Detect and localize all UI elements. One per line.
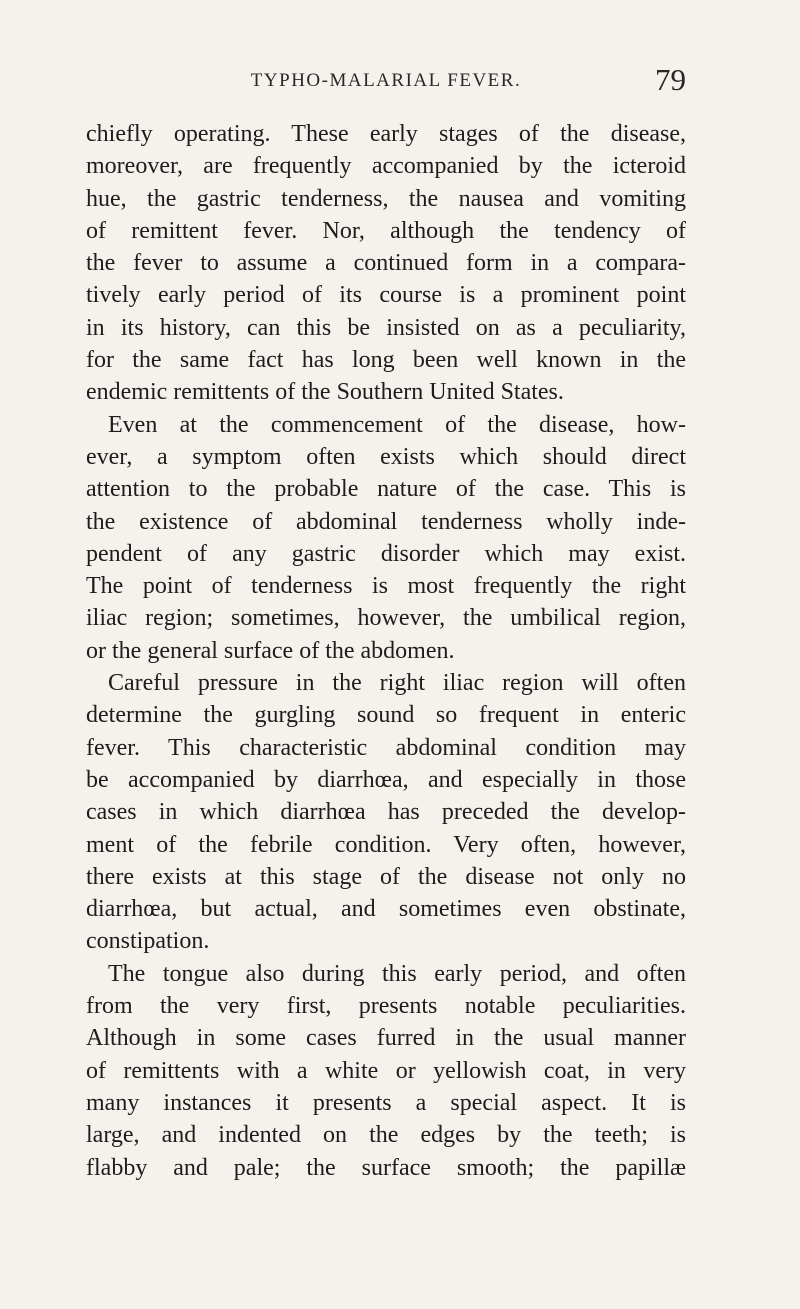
text-line: pendent of any gastric disorder which may exist.	[86, 540, 686, 567]
text-line: large, and indented on the edges by the teeth; is	[86, 1122, 686, 1149]
text-line: of remittents with a white or yellowish coat, in very	[86, 1057, 686, 1084]
text-line: moreover, are frequently accompanied by the icteroid	[86, 153, 686, 180]
text-line: chiefly operating. These early stages of the disease,	[86, 121, 686, 147]
text-line: The tongue also during this early period, and often	[108, 960, 686, 987]
text-line: constipation.	[86, 928, 210, 955]
text-line: cases in which diarrhœa has preceded the develop-	[86, 799, 686, 826]
text-line: Even at the commencement of the disease, how-	[108, 411, 686, 438]
text-line: attention to the probable nature of the case. This is	[86, 476, 686, 503]
text-line: ment of the febrile condition. Very often, however,	[86, 831, 686, 858]
page-number: 79	[655, 62, 686, 97]
text-line: iliac region; sometimes, however, the umbilical region,	[86, 605, 686, 632]
text-line: be accompanied by diarrhœa, and especially in those	[86, 766, 686, 793]
running-title: TYPHO-MALARIAL FEVER.	[250, 70, 522, 91]
text-line: endemic remittents of the Southern United States.	[86, 379, 564, 406]
text-line: flabby and pale; the surface smooth; the papillæ	[86, 1154, 686, 1181]
text-line: or the general surface of the abdomen.	[86, 637, 455, 664]
text-line: Careful pressure in the right iliac region will often	[108, 670, 686, 697]
text-line: from the very first, presents notable peculiarities.	[86, 993, 686, 1020]
text-line: for the same fact has long been well known in the	[86, 347, 686, 374]
text-line: the fever to assume a continued form in a compara-	[86, 250, 686, 277]
text-line: in its history, can this be insisted on as a peculiarity,	[86, 314, 686, 341]
text-line: determine the gurgling sound so frequent in enteric	[86, 702, 686, 729]
text-line: hue, the gastric tenderness, the nausea and vomiting	[86, 185, 686, 212]
text-line: the existence of abdominal tenderness wholly inde-	[86, 508, 686, 535]
text-line: fever. This characteristic abdominal condition may	[86, 734, 686, 761]
text-line: tively early period of its course is a prominent point	[86, 282, 686, 309]
running-header	[86, 62, 686, 102]
text-line: of remittent fever. Nor, although the tendency of	[86, 217, 686, 244]
body-text	[86, 118, 686, 1184]
text-line: ever, a symptom often exists which should direct	[86, 443, 686, 470]
text-line: Although in some cases furred in the usual manner	[86, 1025, 686, 1052]
text-line: many instances it presents a special aspect. It is	[86, 1089, 686, 1116]
text-line: The point of tenderness is most frequently the right	[86, 573, 686, 600]
text-line: there exists at this stage of the disease not only no	[86, 863, 686, 890]
text-line: diarrhœa, but actual, and sometimes even obstinate,	[86, 896, 686, 923]
